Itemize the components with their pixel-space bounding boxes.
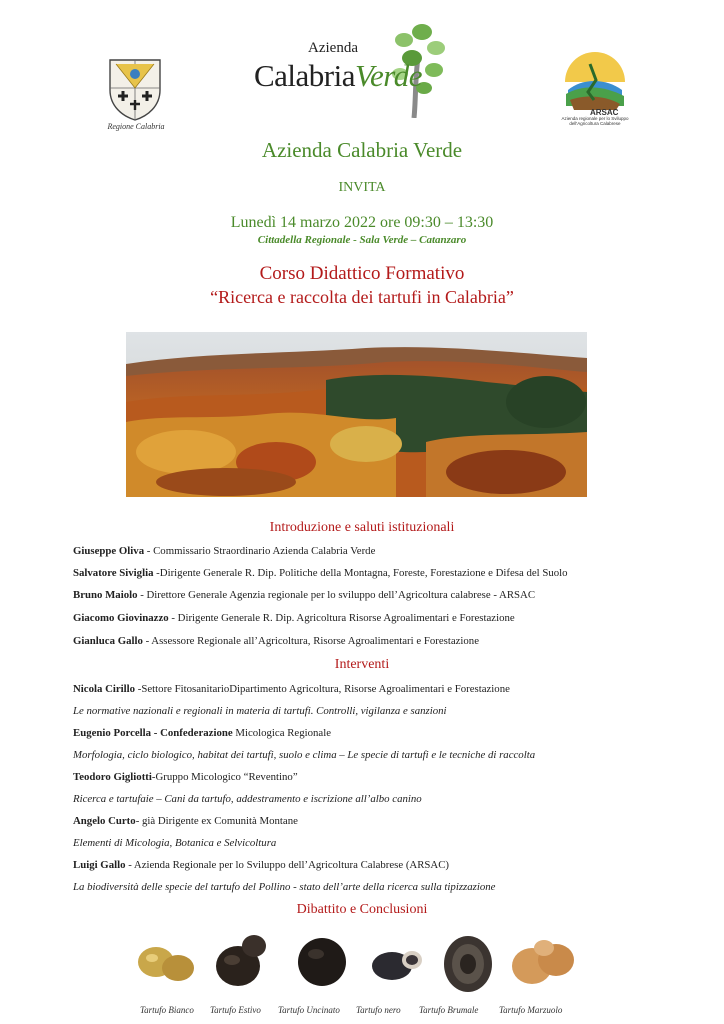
speaker-row	[73, 635, 693, 647]
arsac-tagline: Azienda regionale per lo Sviluppo dell'Agricoltura Calabrese	[561, 116, 629, 126]
logo-calabria-word: Calabria	[254, 58, 356, 93]
speaker-name: Nicola Cirillo	[73, 683, 136, 695]
speaker-role: - Azienda Regionale per lo Sviluppo dell’Agricoltura Calabrese (ARSAC)	[125, 859, 450, 871]
truffle-labels	[126, 1005, 596, 1019]
regione-calabria-crest-icon	[104, 54, 166, 122]
arsac-emblem-icon	[560, 50, 630, 116]
logo-main-wordmark	[254, 58, 422, 94]
intro-heading: Introduzione e saluti istituzionali	[269, 520, 455, 535]
truffle-uncinato-icon	[298, 938, 346, 986]
header	[0, 18, 724, 138]
truffle-photos	[130, 926, 590, 998]
truffle-estivo-icon	[216, 935, 266, 986]
speaker-row	[73, 612, 693, 624]
invite-label: INVITA	[338, 180, 386, 195]
logo-verde-word: Verde	[355, 58, 422, 93]
truffle-label: Tartufo nero	[356, 1005, 401, 1015]
autumn-forest-photo	[126, 332, 587, 497]
speaker-name: Salvatore Siviglia	[73, 567, 154, 579]
speaker-row	[73, 589, 693, 601]
course-title: Corso Didattico Formativo	[259, 263, 465, 284]
truffle-label: Tartufo Marzuolo	[499, 1005, 563, 1015]
speaker-name: Luigi Gallo	[73, 859, 126, 871]
arsac-logo	[560, 50, 630, 140]
interventi-heading: Interventi	[334, 657, 390, 672]
speaker-role: - Commissario Straordinario Azienda Calabria Verde	[144, 545, 376, 557]
truffle-marzuolo-icon	[512, 940, 574, 984]
azienda-calabria-verde-logo	[252, 18, 452, 118]
speaker-row	[73, 683, 693, 695]
talk-topic: Morfologia, ciclo biologico, habitat dei tartufi, suolo e clima – Le specie di tartufi e le tecniche di raccolta	[73, 749, 536, 761]
speaker-row	[73, 859, 693, 871]
truffle-label: Tartufo Brumale	[419, 1005, 479, 1015]
truffle-label: Tartufo Bianco	[140, 1005, 194, 1015]
truffle-label: Tartufo Estivo	[210, 1005, 261, 1015]
truffle-label: Tartufo Uncinato	[278, 1005, 340, 1015]
event-venue: Cittadella Regionale - Sala Verde – Catanzaro	[257, 234, 467, 246]
speaker-role: - Direttore Generale Agenzia regionale per lo sviluppo dell’Agricoltura calabrese - ARSAC	[137, 589, 536, 601]
closing-heading: Dibattito e Conclusioni	[296, 902, 428, 917]
speaker-name: Angelo Curto	[73, 815, 136, 827]
speaker-role: -Gruppo Micologico “Reventino”	[151, 771, 298, 783]
speaker-row	[73, 771, 693, 783]
speaker-row	[73, 545, 693, 557]
speaker-name: Giacomo Giovinazzo	[73, 612, 169, 624]
organizer-title: Azienda Calabria Verde	[261, 138, 463, 162]
talk-topic: La biodiversità delle specie del tartufo del Pollino - stato dell’arte della ricerca sulla tipizzazione	[73, 881, 496, 893]
speaker-row	[73, 567, 693, 579]
event-date-time: Lunedì 14 marzo 2022 ore 09:30 – 13:30	[230, 214, 494, 231]
talk-topic: Elementi di Micologia, Botanica e Selvicoltura	[73, 837, 277, 849]
speaker-row	[73, 815, 693, 827]
talk-topic: Le normative nazionali e regionali in materia di tartufi. Controlli, vigilanza e sanzioni	[73, 705, 447, 717]
talk-topic: Ricerca e tartufaie – Cani da tartufo, addestramento e iscrizione all’albo canino	[73, 793, 422, 805]
speaker-name: Eugenio Porcella	[73, 727, 152, 739]
speaker-name: Gianluca Gallo	[73, 635, 143, 647]
logo-azienda-word: Azienda	[308, 40, 358, 56]
speaker-role: -Settore FitosanitarioDipartimento Agricoltura, Risorse Agroalimentari e Forestazione	[135, 683, 510, 695]
speaker-role: - già Dirigente ex Comunità Montane	[135, 815, 298, 827]
truffle-bianco-icon	[138, 947, 194, 981]
speaker-role: - Assessore Regionale all’Agricoltura, Risorse Agroalimentari e Forestazione	[142, 635, 480, 647]
speaker-role: - Dirigente Generale R. Dip. Agricoltura Risorse Agroalimentari e Forestazione	[168, 612, 515, 624]
arsac-name: ARSAC	[590, 108, 619, 117]
speaker-role-bold: - Confederazione	[151, 727, 233, 739]
speaker-role: Micologica Regionale	[232, 727, 331, 739]
course-subtitle: “Ricerca e raccolta dei tartufi in Calabria”	[210, 287, 514, 307]
speaker-row	[73, 727, 693, 739]
speaker-name: Teodoro Gigliotti	[73, 771, 152, 783]
truffle-brumale-icon	[444, 936, 492, 992]
speaker-role: -Dirigente Generale R. Dip. Politiche della Montagna, Foreste, Forestazione e Difesa del Suolo	[153, 567, 568, 579]
region-label: Regione Calabria	[107, 122, 165, 131]
speaker-name: Giuseppe Oliva	[73, 545, 145, 557]
truffle-nero-icon	[372, 951, 422, 980]
speaker-name: Bruno Maiolo	[73, 589, 138, 601]
